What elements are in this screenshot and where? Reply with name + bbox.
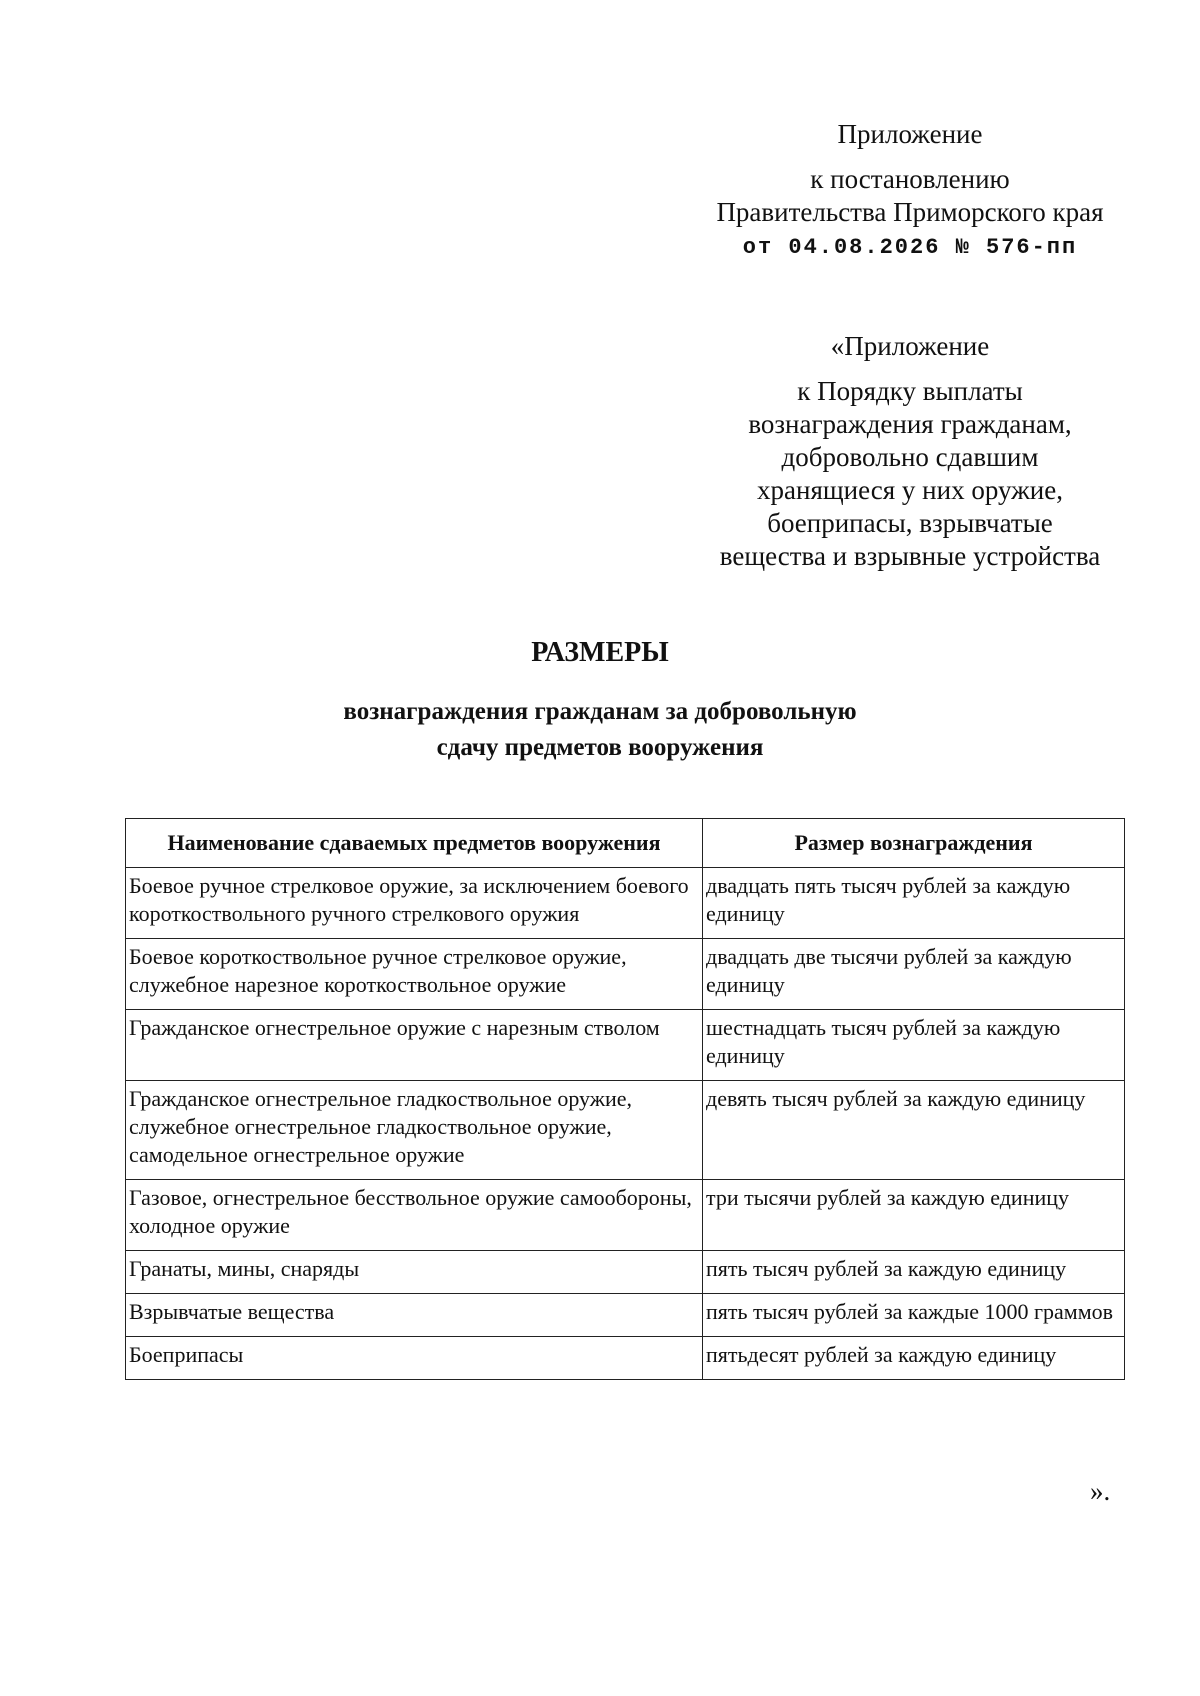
reward-amount-cell: двадцать две тысячи рублей за каждую единицу bbox=[703, 939, 1125, 1010]
reward-amount-cell: пять тысяч рублей за каждую единицу bbox=[703, 1251, 1125, 1294]
inner-appendix-line: к Порядку выплаты bbox=[797, 376, 1023, 406]
reward-amount-cell: шестнадцать тысяч рублей за каждую единицу bbox=[703, 1010, 1125, 1081]
reward-amount-cell: три тысячи рублей за каждую единицу bbox=[703, 1180, 1125, 1251]
inner-appendix-line: боеприпасы, взрывчатые bbox=[767, 508, 1053, 538]
subtitle-line: сдачу предметов вооружения bbox=[436, 734, 764, 761]
reward-amount-cell: пятьдесят рублей за каждую единицу bbox=[703, 1337, 1125, 1380]
item-name-cell: Боевое короткоствольное ручное стрелковое оружие, служебное нарезное короткоствольное оружие bbox=[126, 939, 703, 1010]
inner-appendix-header bbox=[690, 330, 1130, 573]
reward-amount-cell: двадцать пять тысяч рублей за каждую единицу bbox=[703, 868, 1125, 939]
item-name-cell: Гранаты, мины, снаряды bbox=[126, 1251, 703, 1294]
item-name-cell: Гражданское огнестрельное оружие с нарезным стволом bbox=[126, 1010, 703, 1081]
closing-quote-mark: ». bbox=[1090, 1476, 1111, 1506]
appendix-header bbox=[690, 118, 1130, 264]
table-row bbox=[126, 1294, 1125, 1337]
document-subtitle bbox=[0, 694, 1200, 766]
inner-appendix-line: хранящиеся у них оружие, bbox=[757, 475, 1063, 505]
item-name-cell: Боевое ручное стрелковое оружие, за исключением боевого короткоствольного ручного стрелкового оружия bbox=[126, 868, 703, 939]
rewards-table bbox=[125, 818, 1125, 1380]
column-header-reward-amount: Размер вознаграждения bbox=[703, 819, 1125, 868]
appendix-title: Приложение bbox=[837, 119, 983, 149]
table-row bbox=[126, 868, 1125, 939]
reward-amount-cell: пять тысяч рублей за каждые 1000 граммов bbox=[703, 1294, 1125, 1337]
subtitle-line: вознаграждения гражданам за добровольную bbox=[343, 698, 857, 725]
table-header-row bbox=[126, 819, 1125, 868]
table-row bbox=[126, 1337, 1125, 1380]
inner-appendix-title: «Приложение bbox=[830, 331, 990, 361]
document-title: РАЗМЕРЫ bbox=[531, 637, 669, 668]
inner-appendix-line: добровольно сдавшим bbox=[781, 442, 1039, 472]
reward-amount-cell: девять тысяч рублей за каждую единицу bbox=[703, 1081, 1125, 1180]
appendix-line: к постановлению bbox=[810, 164, 1010, 194]
item-name-cell: Гражданское огнестрельное гладкоствольное оружие, служебное огнестрельное гладкоствольное оружие, самодельное огнестрельное оружие bbox=[126, 1081, 703, 1180]
item-name-cell: Газовое, огнестрельное бесствольное оружие самообороны, холодное оружие bbox=[126, 1180, 703, 1251]
order-number: от 04.08.2026 № 576-пп bbox=[742, 235, 1078, 260]
appendix-line: Правительства Приморского края bbox=[716, 197, 1104, 227]
inner-appendix-line: вознаграждения гражданам, bbox=[748, 409, 1072, 439]
item-name-cell: Взрывчатые вещества bbox=[126, 1294, 703, 1337]
table-row bbox=[126, 1251, 1125, 1294]
inner-appendix-line: вещества и взрывные устройства bbox=[719, 541, 1101, 571]
table-row bbox=[126, 1081, 1125, 1180]
item-name-cell: Боеприпасы bbox=[126, 1337, 703, 1380]
table-row bbox=[126, 1010, 1125, 1081]
column-header-item-name: Наименование сдаваемых предметов вооружения bbox=[126, 819, 703, 868]
table-row bbox=[126, 1180, 1125, 1251]
table-row bbox=[126, 939, 1125, 1010]
